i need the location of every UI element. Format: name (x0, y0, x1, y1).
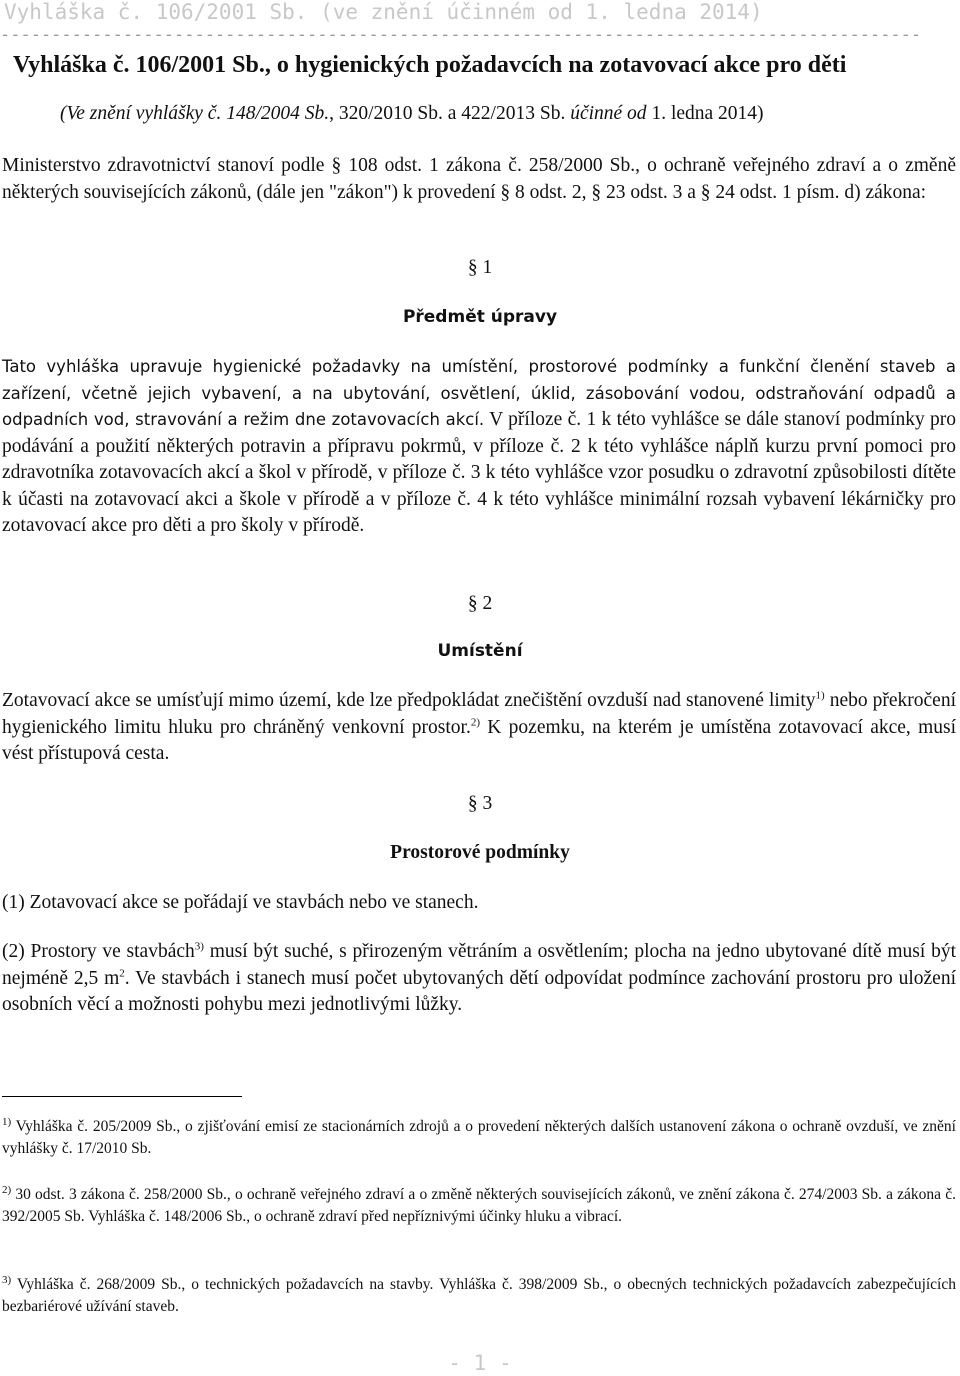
header-rule: ------------------------------------------------------------------------------------------ (0, 25, 922, 45)
footnote-3 (2, 1274, 956, 1318)
section-2-text-c: K pozemku, na kterém je umístěna zotavovací akce, musí vést přístupová cesta. (2, 716, 956, 764)
section-1-text-serif: V příloze č. 1 k této vyhlášce se dále stanoví podmínky pro podávání a použití některých potravin a přípravu pokrmů, v příloze č. 2 k této vyhlášce náplň kurzu první pomoci pro zdravotníka zotavovacích akcí a škol v přírodě, v příloze č. 3 k této vyhlášce vzor posudku o zdravotní způsobilosti dítěte k účasti na zotavovací akci a škole v přírodě a v příloze č. 4 k této vyhlášce minimální rozsah vybavení lékárničky pro zotavovací akce pro děti a pro školy v přírodě. (2, 409, 957, 536)
footnote-separator (2, 1096, 242, 1097)
superscript-2: 2 (119, 967, 125, 979)
section-1-number: § 1 (467, 257, 493, 278)
section-3-number: § 3 (467, 793, 493, 814)
amendment-effective: účinné od (570, 103, 647, 124)
amendment-close: 1. ledna 2014) (646, 103, 764, 124)
preamble: Ministerstvo zdravotnictví stanoví podle § 108 odst. 1 zákona č. 258/2000 Sb., o ochraně veřejného zdraví a o změně některých souvisejících zákonů, (dále jen "zákon") k provedení § 8 odst. 2, § 23 odst. 3 a § 24 odst. 1 písm. d) zákona: (2, 155, 956, 203)
footnote-1-text: Vyhláška č. 205/2009 Sb., o zjišťování emisí ze stacionárních zdrojů a o provedení některých dalších ustanovení zákona o ochraně ovzduší, ve znění vyhlášky č. 17/2010 Sb. (2, 1118, 956, 1157)
amendment-note (60, 103, 764, 125)
page-number: - 1 - (448, 1351, 512, 1375)
amendment-open: (Ve znění vyhlášky č. 148/2004 Sb. (60, 103, 330, 124)
section-2-number: § 2 (467, 593, 493, 614)
footnote-ref-3[interactable]: 3) (194, 940, 204, 953)
section-2-text-b: nebo překročení hygienického limitu hluku pro chráněný venkovní prostor. (2, 690, 956, 738)
footnote-ref-1[interactable]: 1) (815, 689, 825, 702)
footnote-2-mark: 2) (2, 1183, 12, 1196)
footnote-1-mark: 1) (2, 1115, 12, 1128)
section-3-p2-c: . Ve stavbách i stanech musí počet ubytovaných dětí odpovídat podmínce zachování prostoru pro uložení osobních věcí a možnosti pohybu mezi jednotlivými lůžky. (2, 967, 957, 1015)
footnote-1 (2, 1116, 956, 1160)
document-title: Vyhláška č. 106/2001 Sb., o hygienických požadavcích na zotavovací akce pro děti (13, 52, 847, 78)
amendment-mid: , 320/2010 Sb. a 422/2013 Sb. (329, 103, 571, 124)
footnote-3-mark: 3) (2, 1273, 12, 1286)
section-1-text (2, 354, 956, 540)
section-3-paragraph-2 (2, 939, 956, 1019)
footnote-3-text: Vyhláška č. 268/2009 Sb., o technických požadavcích na stavby. Vyhláška č. 398/2009 Sb., o obecných technických požadavcích zabezpečujících bezbariérové užívání staveb. (2, 1276, 956, 1315)
footnote-ref-2[interactable]: 2) (470, 716, 481, 728)
section-1-text-sans: Tato vyhláška upravuje hygienické požadavky na umístění, prostorové podmínky a funkční členění staveb a zařízení, včetně jejich vybavení, a na ubytování, osvětlení, úklid, zásobování vodou, odstraňování odpadů a odpadních vod, stravování a režim dne zotavovacích akcí. (2, 357, 956, 429)
running-header: Vyhláška č. 106/2001 Sb. (ve znění účinném od 1. ledna 2014) (4, 0, 763, 24)
section-2-text (2, 688, 956, 768)
section-2-text-a: Zotavovací akce se umísťují mimo území, kde lze předpokládat znečištění ovzduší nad stanovené limity (2, 690, 816, 711)
footnote-2 (2, 1184, 956, 1228)
section-3-paragraph-1: (1) Zotavovací akce se pořádají ve stavbách nebo ve stanech. (2, 892, 479, 913)
section-3-p2-b: musí být suché, s přirozeným větráním a osvětlením; plocha na jedno ubytované dítě musí být nejméně 2,5 m (2, 941, 956, 989)
section-3-p2-a: (2) Prostory ve stavbách (2, 941, 195, 962)
section-3-title: Prostorové podmínky (390, 842, 570, 863)
section-1-title: Předmět úpravy (402, 307, 558, 327)
footnote-2-text: 30 odst. 3 zákona č. 258/2000 Sb., o ochraně veřejného zdraví a o změně některých souvisejících zákonů, ve znění zákona č. 274/2003 Sb. a zákona č. 392/2005 Sb. Vyhláška č. 148/2006 Sb., o ochraně zdraví před nepříznivými účinky hluku a vibrací. (2, 1186, 956, 1225)
section-2-title: Umístění (437, 641, 523, 661)
